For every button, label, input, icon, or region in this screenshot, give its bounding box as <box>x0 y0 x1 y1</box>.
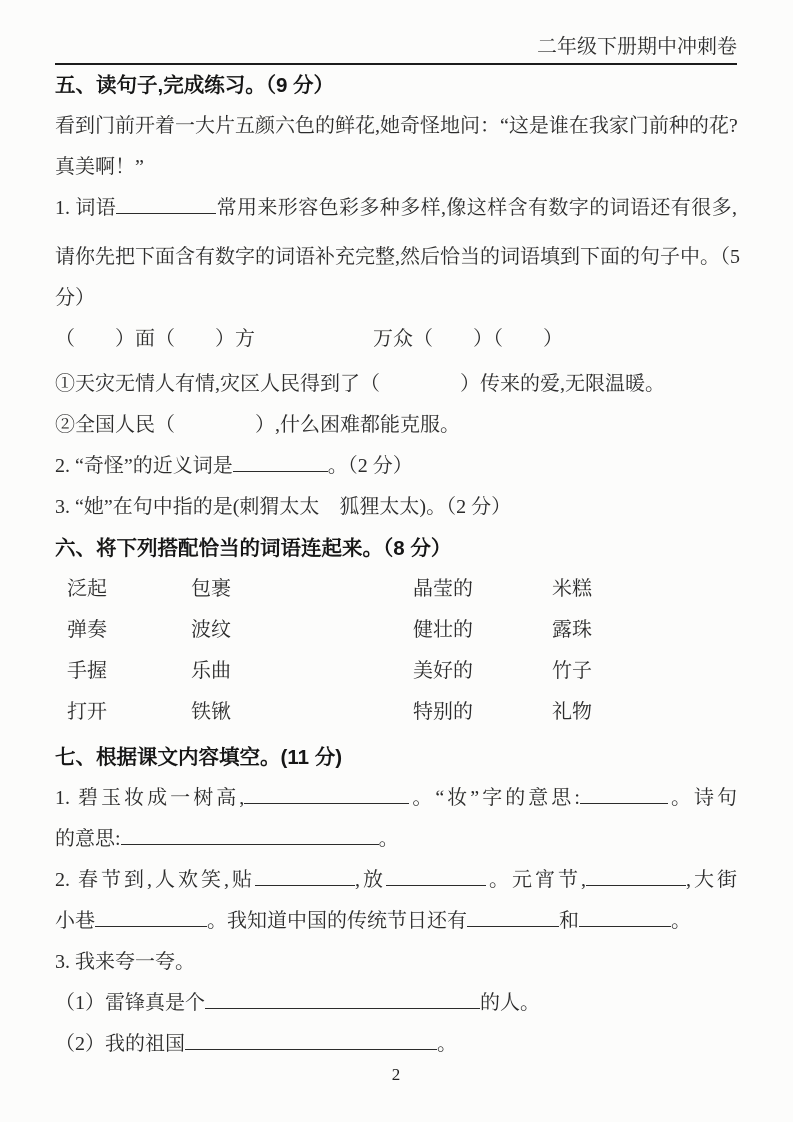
item-text: ,大街 <box>686 869 737 891</box>
item-text: 2. 春节到,人欢笑,贴 <box>55 869 255 891</box>
match-cell: 美好的 <box>413 660 473 682</box>
section5-item1-line3: 分） <box>55 287 95 309</box>
blank-underline <box>244 783 409 804</box>
item-text: 的人。 <box>480 992 540 1014</box>
sentence-1: ①天灾无情人有情,灾区人民得到了（ ）传来的爱,无限温暖。 <box>55 373 665 395</box>
section7-item3-sub1 <box>55 983 737 1024</box>
blank-underline <box>579 906 671 927</box>
match-cell: 晶莹的 <box>413 578 473 600</box>
item-text: ,放 <box>355 869 386 891</box>
passage-line-2: 真美啊！” <box>55 156 144 178</box>
blank-underline <box>586 865 686 886</box>
header-title: 二年级下册期中冲刺卷 <box>537 36 737 58</box>
item-text: 。 <box>671 910 691 932</box>
page-header <box>55 0 737 65</box>
match-cell: 米糕 <box>552 578 592 600</box>
item-text: 的意思: <box>55 828 121 850</box>
match-cell: 波纹 <box>191 619 231 641</box>
match-cell: 包裹 <box>191 578 231 600</box>
item-text: 。“妆”字的意思: <box>409 787 580 809</box>
section5-item2 <box>55 446 737 487</box>
section7-item1-line1 <box>55 778 737 819</box>
idiom-blank-right: 万众（ ）（ ） <box>373 328 563 350</box>
section5-item3: 3. “她”在句中指的是(刺猬太太 狐狸太太)。（2 分） <box>55 496 512 518</box>
match-cell: 礼物 <box>552 701 592 723</box>
item-text: 。 <box>437 1033 457 1055</box>
section7-item3-sub2 <box>55 1024 737 1065</box>
section7-item2-line2 <box>55 901 737 942</box>
item-text: 。我知道中国的传统节日还有 <box>207 910 467 932</box>
match-cell: 手握 <box>67 660 107 682</box>
section-6-heading: 六、将下列搭配恰当的词语连起来。（8 分） <box>55 537 452 560</box>
page-number: 2 <box>391 1065 401 1084</box>
match-cell: 铁锹 <box>191 701 231 723</box>
match-cell: 弹奏 <box>67 619 107 641</box>
blank-underline <box>233 451 328 472</box>
match-cell: 打开 <box>67 701 107 723</box>
item-text: （2）我的祖国 <box>55 1033 185 1055</box>
matching-table <box>67 569 737 733</box>
section7-item1-line2 <box>55 819 737 860</box>
blank-underline <box>185 1029 437 1050</box>
blank-underline <box>95 906 207 927</box>
item2-text-post: 。（2 分） <box>327 455 413 477</box>
match-cell: 露珠 <box>552 619 592 641</box>
idiom-blank-left: （ ）面（ ）方 <box>55 328 255 350</box>
match-cell: 泛起 <box>67 578 107 600</box>
item-text: 和 <box>559 910 579 932</box>
passage-line-1: 看到门前开着一大片五颜六色的鲜花,她奇怪地问：“这是谁在我家门前种的花? <box>55 115 738 137</box>
section5-item1-line2: 请你先把下面含有数字的词语补充完整,然后恰当的词语填到下面的句子中。（5 <box>55 246 740 268</box>
item-text: 。 <box>378 828 399 850</box>
blank-underline <box>116 193 216 214</box>
blank-underline <box>467 906 559 927</box>
item-text: （1）雷锋真是个 <box>55 992 205 1014</box>
section-5-heading: 五、读句子,完成练习。（9 分） <box>55 74 335 97</box>
blank-underline <box>121 824 379 845</box>
item1-text-post: 常用来形容色彩多种多样,像这样含有数字的词语还有很多, <box>216 197 738 219</box>
section7-item3: 3. 我来夸一夸。 <box>55 951 195 973</box>
item-text: 。诗句 <box>667 787 738 809</box>
number-idiom-blanks <box>55 319 737 360</box>
item2-text-pre: 2. “奇怪”的近义词是 <box>55 455 233 477</box>
match-cell: 乐曲 <box>191 660 231 682</box>
blank-underline <box>255 865 355 886</box>
sentence-2: ②全国人民（ ）,什么困难都能克服。 <box>55 414 460 436</box>
item-text: 小巷 <box>55 910 95 932</box>
section7-item2-line1 <box>55 860 737 901</box>
match-cell: 特别的 <box>413 701 473 723</box>
item-text: 。元宵节, <box>486 869 586 891</box>
blank-underline <box>386 865 486 886</box>
item1-text-pre: 1. 词语 <box>55 197 117 219</box>
match-cell: 竹子 <box>552 660 592 682</box>
item-text: 1. 碧玉妆成一树高, <box>55 787 245 809</box>
section-7-heading: 七、根据课文内容填空。(11 分) <box>55 746 343 769</box>
match-cell: 健壮的 <box>413 619 473 641</box>
blank-underline <box>205 988 480 1009</box>
blank-underline <box>580 783 668 804</box>
section5-item1-line1 <box>55 188 737 229</box>
